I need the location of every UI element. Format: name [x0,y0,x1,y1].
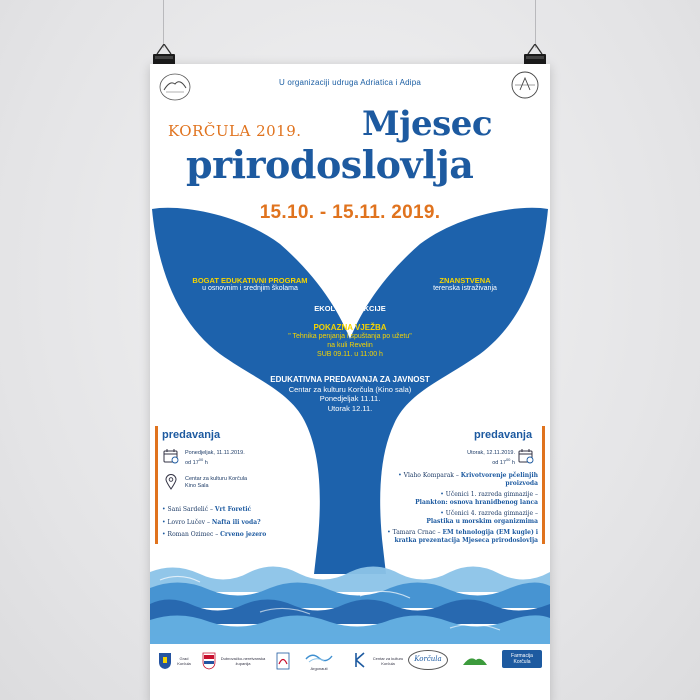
eco-actions: EKOLOŠKE AKCIJE [314,304,386,313]
culture-center-logo-icon [354,652,366,668]
left-talk-list [162,506,302,539]
list-item: • Roman Ozimec – Crveno jezero [162,531,267,538]
right-time-sup: 00 [505,457,511,463]
demo-block [230,323,470,359]
program-left-sub: u osnovnim i srednjim školama [202,285,298,293]
sponsor-grad-korcula: Grad Korčula [177,656,191,666]
pharmacy-logo [502,650,542,668]
sponsor-badge-icon [276,652,290,670]
program-right [400,276,530,294]
talk-extra: i kratka prezentacija Mjeseca prirodoslovlja [394,529,538,544]
right-panel-bar [542,426,545,544]
left-panel-bar [155,426,158,544]
left-venue [185,476,285,490]
left-time-suffix: h [203,459,208,466]
sponsor-county: Dubrovačko-neretvanska županija [220,656,266,666]
county-coat-of-arms-icon [202,652,216,670]
demo-line3: SUB 09.11. u 11:00 h [317,350,383,358]
talk-speaker: Roman Ozimec – [167,531,221,538]
left-date [185,450,275,467]
talk-topic: Plastika u morskim organizmima [426,517,538,525]
right-time-suffix: h [510,459,515,466]
location-year: KORČULA 2019. [168,122,302,140]
right-date-line1: Utorak, 12.11.2019. [467,450,515,456]
left-date-line1: Ponedjeljak, 11.11.2019. [185,450,245,456]
list-item: • Tamara Crnac – EM tehnologija (EM kugle) i kratka prezentacija Mjeseca prirodoslovlja [387,529,538,544]
talk-topic: Vrt Foretić [214,506,252,513]
sea-waves-illustration [150,564,550,644]
public-title: EDUKATIVNA PREDAVANJA ZA JAVNOST [270,375,430,384]
right-time: od 17 [492,459,506,466]
demo-line1: " Tehnika penjanja i spuštanja po užetu" [288,333,412,340]
right-date-line2 [445,457,515,467]
program-left-title: BOGAT EDUKATIVNI PROGRAM [192,276,308,285]
program-right-title: ZNANSTVENA [439,276,491,285]
right-talk-list [382,472,538,544]
list-item: • Sani Sardelić – Vrt Foretić [162,506,252,513]
public-lectures-block [230,375,470,413]
hanging-string-right [535,0,536,48]
left-time-sup: 00 [198,457,204,463]
right-date [445,450,515,467]
talk-speaker: Učenici 4. razreda gimnazije – [445,510,538,517]
left-venue-line1: Centar za kulturu Korčula [185,476,248,482]
left-date-line2 [185,457,275,467]
calendar-icon [518,448,534,464]
title-line2: prirodoslovlja [186,142,474,187]
list-item: • Učenici 4. razreda gimnazije – Plastika u morskim organizmima [426,510,538,525]
right-panel-heading: predavanja [474,429,533,441]
talk-speaker: Lovro Lučev – [167,518,212,526]
talk-topic: Krivotvorenje pčelinjih proizvoda [460,472,538,487]
sponsor-argonauti: Argonauti [310,666,328,671]
program-right-sub: terenska istraživanja [433,285,497,293]
left-venue-line2: Kino Sala [185,483,209,490]
green-hill-logo-icon [462,654,488,666]
talk-speaker: Učenici 1. razreda gimnazije – [445,491,538,498]
talk-topic: EM tehnologija (EM kugle) [442,529,534,536]
talk-speaker: Sani Sardelić – [167,506,215,513]
program-left [170,276,330,294]
adipa-logo-icon [510,70,540,100]
list-item: • Lovro Lučev – Nafta ili voda? [162,518,261,526]
calendar-icon [163,448,179,464]
list-item: • Učenici 1. razreda gimnazije – Plankton: osnova hranidbenog lanca [415,491,538,506]
location-pin-icon [165,474,177,490]
public-line2: Ponedjeljak 11.11. [319,394,381,404]
argonauti-logo-icon [304,650,334,664]
poster [150,64,550,700]
talk-speaker: Vlaho Komparak – [403,472,461,479]
event-dates: 15.10. - 15.11. 2019. [259,202,441,223]
demo-title: POKAZNA VJEŽBA [313,323,387,332]
sponsor-culture-center: Centar za kulturu Korčula [372,656,404,666]
talk-topic: Crveno jezero [220,531,267,538]
demo-line2: na kuli Revelin [327,341,373,349]
korcula-tourism-logo [408,650,448,670]
sponsor-pharmacy: Farmacija Korčula [511,653,533,665]
left-panel-heading: predavanja [162,429,221,441]
public-line1: Centar za kulturu Korčula (Kino sala) [288,385,412,394]
hanging-string-left [163,0,164,48]
sponsor-korcula-tourism: Korčula [414,655,442,663]
talk-topic: Plankton: osnova hranidbenog lanca [415,498,538,506]
talk-topic: Nafta ili voda? [211,518,261,526]
list-item: • Vlaho Komparak – Krivotvorenje pčelinjih proizvoda [398,472,538,487]
left-time: od 17 [185,459,199,466]
talk-speaker: Tamara Crnac – [392,529,443,536]
korcula-coat-of-arms-icon [158,652,172,670]
organization-line: U organizaciji udruga Adriatica i Adipa [278,78,422,87]
adriatica-logo-icon [158,72,192,102]
sponsor-strip [150,646,550,696]
public-line3: Utorak 12.11. [327,403,373,413]
title-line1: Mjesec [362,104,493,144]
